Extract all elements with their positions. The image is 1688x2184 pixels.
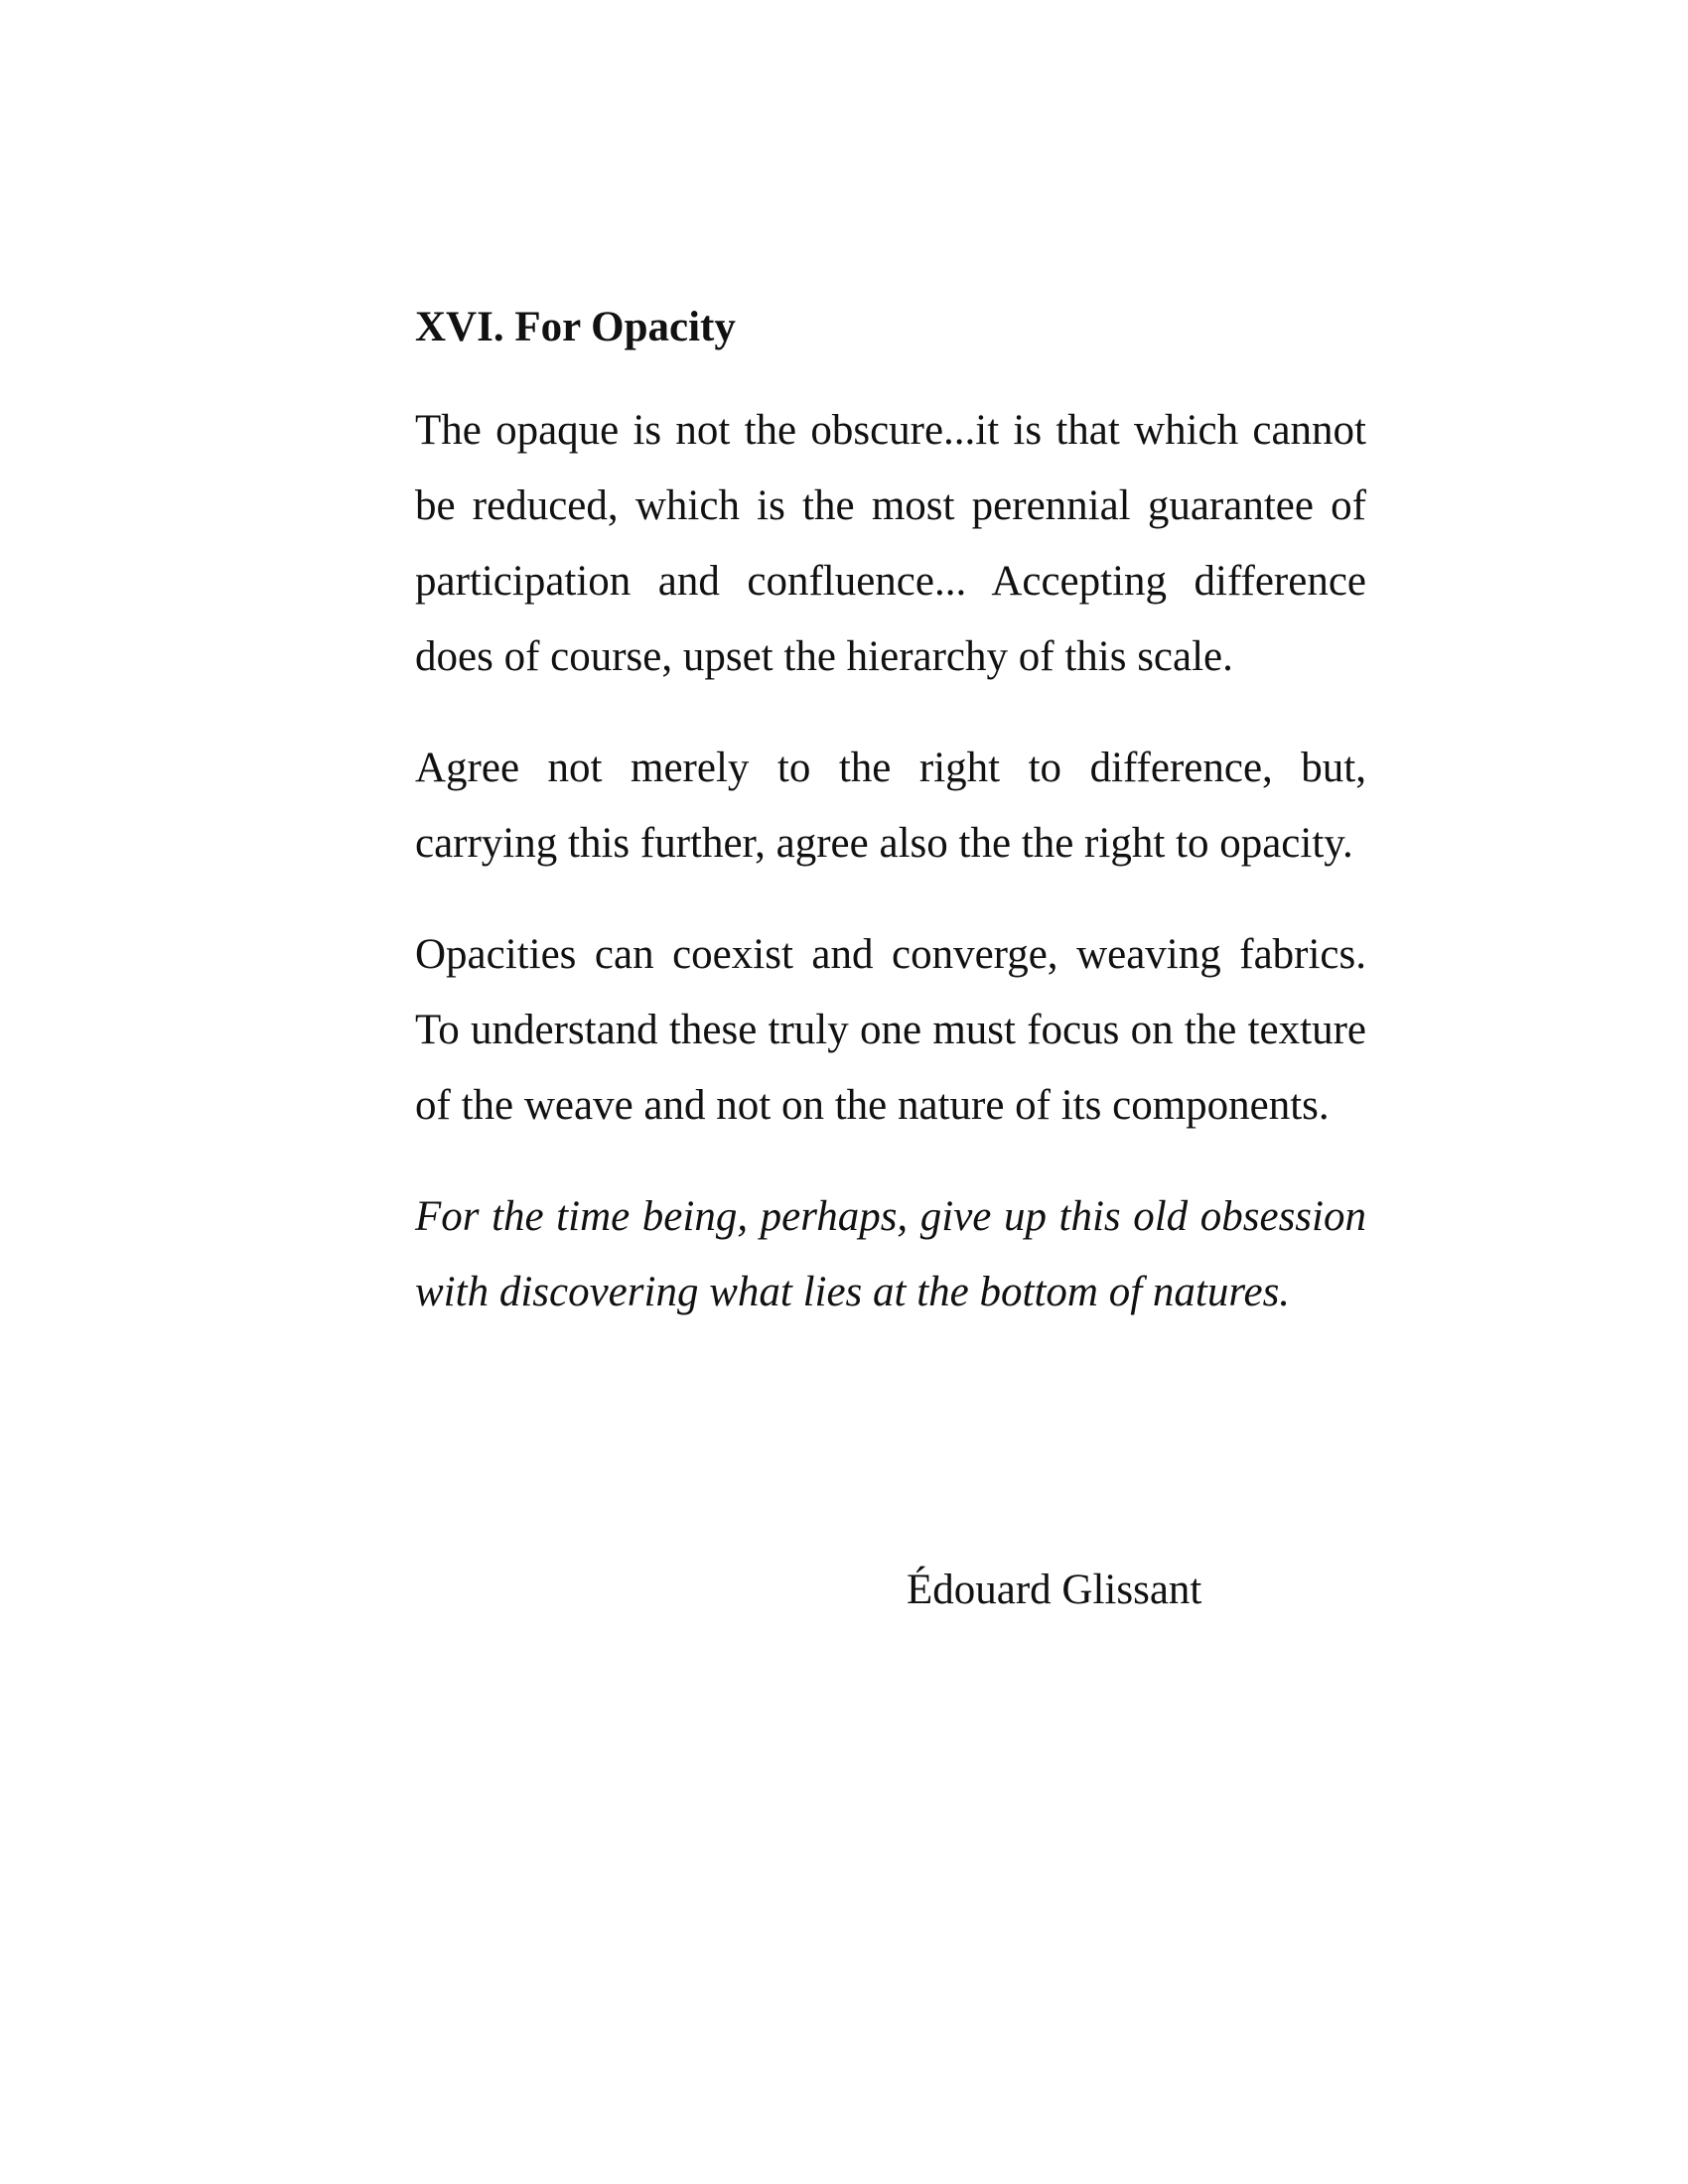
paragraph-opaque: The opaque is not the obscure...it is that which cannot be reduced, which is the most perennial guarantee of participation and confluence... Accepting difference does of course, upset the hierarchy of this scale. [415, 407, 1366, 680]
document-body [415, 298, 1366, 1366]
section-heading: XVI. For Opacity [415, 304, 736, 350]
paragraph-right-to-opacity: Agree not merely to the right to difference, but, carrying this further, agree also the the right to opacity. [415, 745, 1366, 867]
paragraph-closing-italic: For the time being, perhaps, give up this old obsession with discovering what lies at the bottom of natures. [415, 1193, 1366, 1315]
paragraph-opacities-coexist: Opacities can coexist and converge, weaving fabrics. To understand these truly one must focus on the texture of the weave and not on the nature of its components. [415, 931, 1366, 1129]
author-signature: Édouard Glissant [907, 1567, 1202, 1613]
